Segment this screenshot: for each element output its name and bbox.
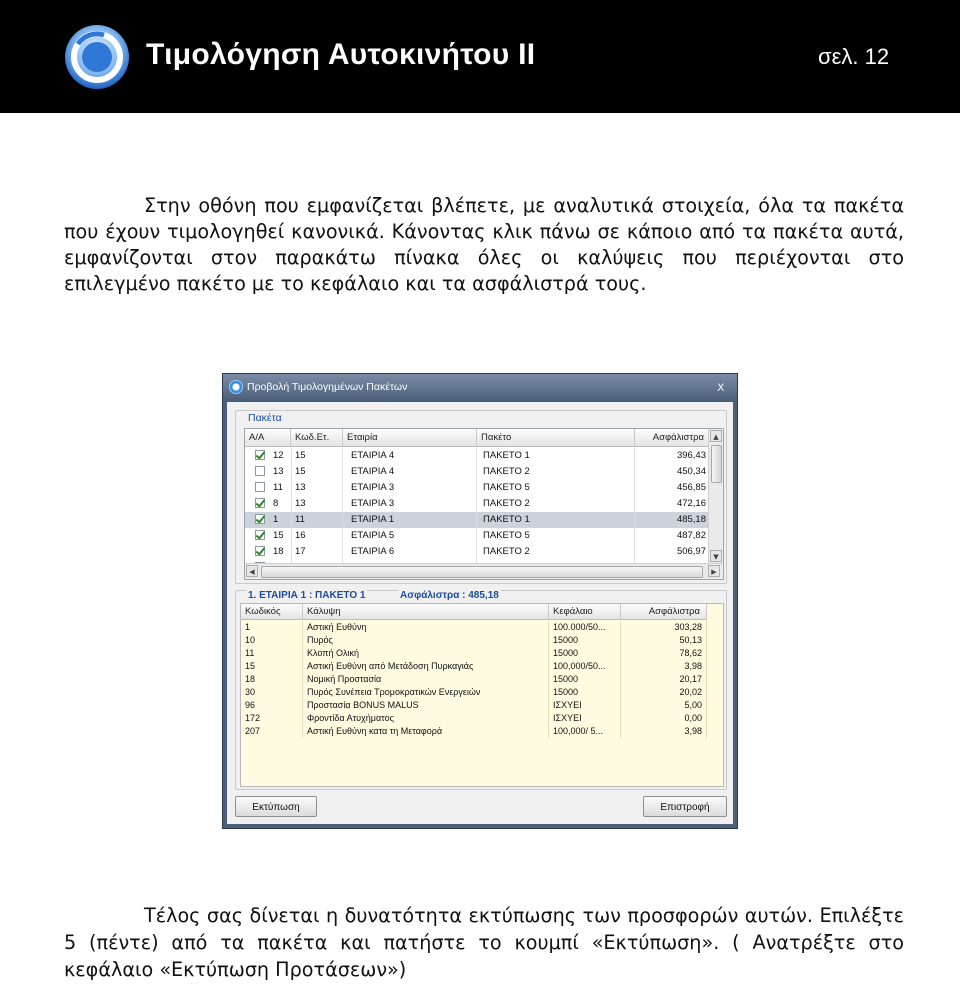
package-code: 15 xyxy=(291,448,343,464)
package-checkbox[interactable] xyxy=(255,482,265,492)
coverage-capital: 100,000/50... xyxy=(549,660,621,673)
coverage-capital: 15000 xyxy=(549,634,621,647)
logo-ring-icon xyxy=(64,24,130,90)
package-name: ΠΑΚΕΤΟ 5 xyxy=(477,528,635,544)
package-checkbox[interactable] xyxy=(255,546,265,556)
package-aa: 11 xyxy=(273,482,283,493)
coverage-name: Προστασία BONUS MALUS xyxy=(303,699,549,712)
coverages-group xyxy=(235,590,727,790)
col-header-code[interactable]: Κωδ.Ετ. xyxy=(291,429,343,447)
package-cell-aa xyxy=(245,512,292,528)
col-header-coverage[interactable]: Κάλυψη xyxy=(303,604,549,620)
package-row[interactable] xyxy=(245,528,711,544)
close-icon[interactable]: x xyxy=(717,380,725,395)
package-company: ΕΤΑΙΡΙΑ 4 xyxy=(343,448,477,464)
package-code: 11 xyxy=(291,512,343,528)
package-premium: 487,82 xyxy=(635,528,711,544)
package-row[interactable] xyxy=(245,464,711,480)
package-premium: 506,97 xyxy=(635,544,711,560)
dialog-titlebar xyxy=(223,374,737,402)
coverage-name: Φροντίδα Ατυχήματος xyxy=(303,712,549,725)
scroll-left-icon[interactable]: ◀ xyxy=(246,565,258,577)
package-name: ΠΑΚΕΤΟ 5 xyxy=(477,480,635,496)
package-premium: 456,85 xyxy=(635,480,711,496)
coverage-row[interactable] xyxy=(241,725,711,738)
coverage-premium: 50,13 xyxy=(621,634,707,647)
package-aa: 18 xyxy=(273,546,284,557)
package-premium: 485,18 xyxy=(635,512,711,528)
col-header-premium[interactable]: Ασφάλιστρα xyxy=(635,429,711,447)
dialog-body xyxy=(227,402,733,824)
coverages-grid xyxy=(240,603,724,787)
coverage-code: 11 xyxy=(241,647,303,660)
package-checkbox[interactable] xyxy=(255,530,265,540)
package-company: ΕΤΑΙΡΙΑ 1 xyxy=(343,512,477,528)
coverage-capital: 100.000/50... xyxy=(549,621,621,634)
coverage-code: 207 xyxy=(241,725,303,738)
coverage-row[interactable] xyxy=(241,686,711,699)
outro-paragraph: Τέλος σας δίνεται η δυνατότητα εκτύπωσης των προσφορών αυτών. Επιλέξτε 5 (πέντε) από τα πακέτα και πατήστε το κουμπί «Εκτύπωση». ( Ανατρέξτε στο κεφάλαιο «Εκτύπωση Προτάσεων») xyxy=(64,904,904,981)
coverage-capital: ΙΣΧΥΕΙ xyxy=(549,699,621,712)
package-cell-aa xyxy=(245,496,292,512)
coverage-premium: 3,98 xyxy=(621,725,707,738)
package-code: 16 xyxy=(291,528,343,544)
coverage-row[interactable] xyxy=(241,699,711,712)
package-company: ΕΤΑΙΡΙΑ 4 xyxy=(343,464,477,480)
package-premium: 472,16 xyxy=(635,496,711,512)
coverage-code: 10 xyxy=(241,634,303,647)
coverage-row[interactable] xyxy=(241,621,711,634)
selected-package-label: 1. ΕΤΑΙΡΙΑ 1 : ΠΑΚΕΤΟ 1 xyxy=(248,590,366,601)
coverage-code: 172 xyxy=(241,712,303,725)
package-code: 13 xyxy=(291,496,343,512)
coverage-name: Πυρός Συνέπεια Τρομοκρατικών Ενεργειών xyxy=(303,686,549,699)
page-number: σελ. 12 xyxy=(818,44,890,69)
coverage-premium: 20,02 xyxy=(621,686,707,699)
package-aa: 8 xyxy=(273,498,279,509)
package-row[interactable] xyxy=(245,496,711,512)
packages-group xyxy=(235,410,727,584)
package-code: 13 xyxy=(291,480,343,496)
scroll-down-icon[interactable]: ▼ xyxy=(710,550,722,562)
coverage-premium: 0,00 xyxy=(621,712,707,725)
coverage-code: 1 xyxy=(241,621,303,634)
packages-group-label: Πακέτα xyxy=(248,412,282,424)
coverage-capital: 100,000/ 5... xyxy=(549,725,621,738)
coverage-premium: 3,98 xyxy=(621,660,707,673)
coverage-name: Νομική Προστασία xyxy=(303,673,549,686)
package-company: ΕΤΑΙΡΙΑ 3 xyxy=(343,496,477,512)
coverage-capital: 15000 xyxy=(549,686,621,699)
package-row[interactable] xyxy=(245,544,711,560)
package-checkbox[interactable] xyxy=(255,514,265,524)
scroll-up-icon[interactable]: ▲ xyxy=(710,430,722,442)
package-checkbox[interactable] xyxy=(255,466,265,476)
package-cell-aa xyxy=(245,528,292,544)
coverage-premium: 5,00 xyxy=(621,699,707,712)
app-icon xyxy=(229,380,243,394)
intro-paragraph: Στην οθόνη που εμφανίζεται βλέπετε, με αναλυτικά στοιχεία, όλα τα πακέτα που έχουν τιμολογηθεί κανονικά. Κάνοντας κλικ πάνω σε κάποιο από τα πακέτα αυτά, εμφανίζονται στον παρακάτω πίνακα όλες οι καλύψεις που περιέχονται στο επιλεγμένο πακέτο με το κεφάλαιο και τα ασφάλιστρά τους. xyxy=(64,194,904,295)
coverage-row[interactable] xyxy=(241,712,711,725)
coverage-code: 30 xyxy=(241,686,303,699)
package-company: ΕΤΑΙΡΙΑ 3 xyxy=(343,480,477,496)
col-header-aa[interactable]: Α/Α xyxy=(245,429,291,447)
package-cell-aa xyxy=(245,448,292,464)
coverage-code: 96 xyxy=(241,699,303,712)
packages-grid xyxy=(244,428,724,580)
coverage-capital: 15000 xyxy=(549,673,621,686)
package-row[interactable] xyxy=(245,448,711,464)
coverage-name: Αστική Ευθύνη κατα τη Μεταφορά xyxy=(303,725,549,738)
coverage-name: Αστική Ευθύνη xyxy=(303,621,549,634)
package-aa: 15 xyxy=(273,530,284,541)
page-header xyxy=(0,0,960,113)
coverage-capital: ΙΣΧΥΕΙ xyxy=(549,712,621,725)
package-checkbox[interactable] xyxy=(255,450,265,460)
col-header-package[interactable]: Πακέτο xyxy=(477,429,635,447)
coverage-premium: 20,17 xyxy=(621,673,707,686)
coverage-row[interactable] xyxy=(241,673,711,686)
coverage-row[interactable] xyxy=(241,660,711,673)
package-cell-aa xyxy=(245,480,292,496)
package-aa: 1 xyxy=(273,514,279,525)
dialog-title: Προβολή Τιμολογημένων Πακέτων xyxy=(247,381,408,393)
back-button[interactable]: Επιστροφή xyxy=(643,796,727,817)
package-code: 17 xyxy=(291,544,343,560)
packages-dialog xyxy=(222,373,738,829)
packages-vscroll[interactable] xyxy=(708,429,723,563)
scroll-thumb[interactable] xyxy=(711,445,722,483)
coverage-code: 18 xyxy=(241,673,303,686)
coverage-code: 15 xyxy=(241,660,303,673)
coverage-row[interactable] xyxy=(241,634,711,647)
package-row[interactable] xyxy=(245,512,711,528)
package-name: ΠΑΚΕΤΟ 2 xyxy=(477,544,635,560)
package-company: ΕΤΑΙΡΙΑ 5 xyxy=(343,528,477,544)
package-row[interactable] xyxy=(245,480,711,496)
coverage-row[interactable] xyxy=(241,647,711,660)
hscroll-thumb[interactable] xyxy=(261,566,703,578)
coverage-name: Αστική Ευθύνη από Μετάδοση Πυρκαγιάς xyxy=(303,660,549,673)
page-title: Τιμολόγηση Αυτοκινήτου ΙΙ xyxy=(146,38,536,71)
package-checkbox[interactable] xyxy=(255,498,265,508)
col-header-capital[interactable]: Κεφάλαιο xyxy=(549,604,621,620)
package-name: ΠΑΚΕΤΟ 1 xyxy=(477,448,635,464)
package-name: ΠΑΚΕΤΟ 2 xyxy=(477,464,635,480)
coverage-premium: 78,62 xyxy=(621,647,707,660)
col-header-cov-code[interactable]: Κωδικός xyxy=(241,604,303,620)
packages-hscroll[interactable] xyxy=(245,563,723,579)
print-button[interactable]: Εκτύπωση xyxy=(235,796,317,817)
package-aa: 13 xyxy=(273,466,284,477)
coverage-name: Πυρός xyxy=(303,634,549,647)
coverage-capital: 15000 xyxy=(549,647,621,660)
col-header-cov-premium[interactable]: Ασφάλιστρα xyxy=(621,604,707,620)
package-name: ΠΑΚΕΤΟ 2 xyxy=(477,496,635,512)
package-premium: 450,34 xyxy=(635,464,711,480)
selected-premium-label: Ασφάλιστρα : 485,18 xyxy=(400,590,499,601)
coverage-name: Κλοπή Ολική xyxy=(303,647,549,660)
package-cell-aa xyxy=(245,544,292,560)
package-aa: 12 xyxy=(273,450,284,461)
package-company: ΕΤΑΙΡΙΑ 6 xyxy=(343,544,477,560)
col-header-company[interactable]: Εταιρία xyxy=(343,429,477,447)
package-code: 15 xyxy=(291,464,343,480)
coverage-premium: 303,28 xyxy=(621,621,707,634)
package-premium: 396,43 xyxy=(635,448,711,464)
package-name: ΠΑΚΕΤΟ 1 xyxy=(477,512,635,528)
scroll-right-icon[interactable]: ▶ xyxy=(708,565,720,577)
package-cell-aa xyxy=(245,464,292,480)
